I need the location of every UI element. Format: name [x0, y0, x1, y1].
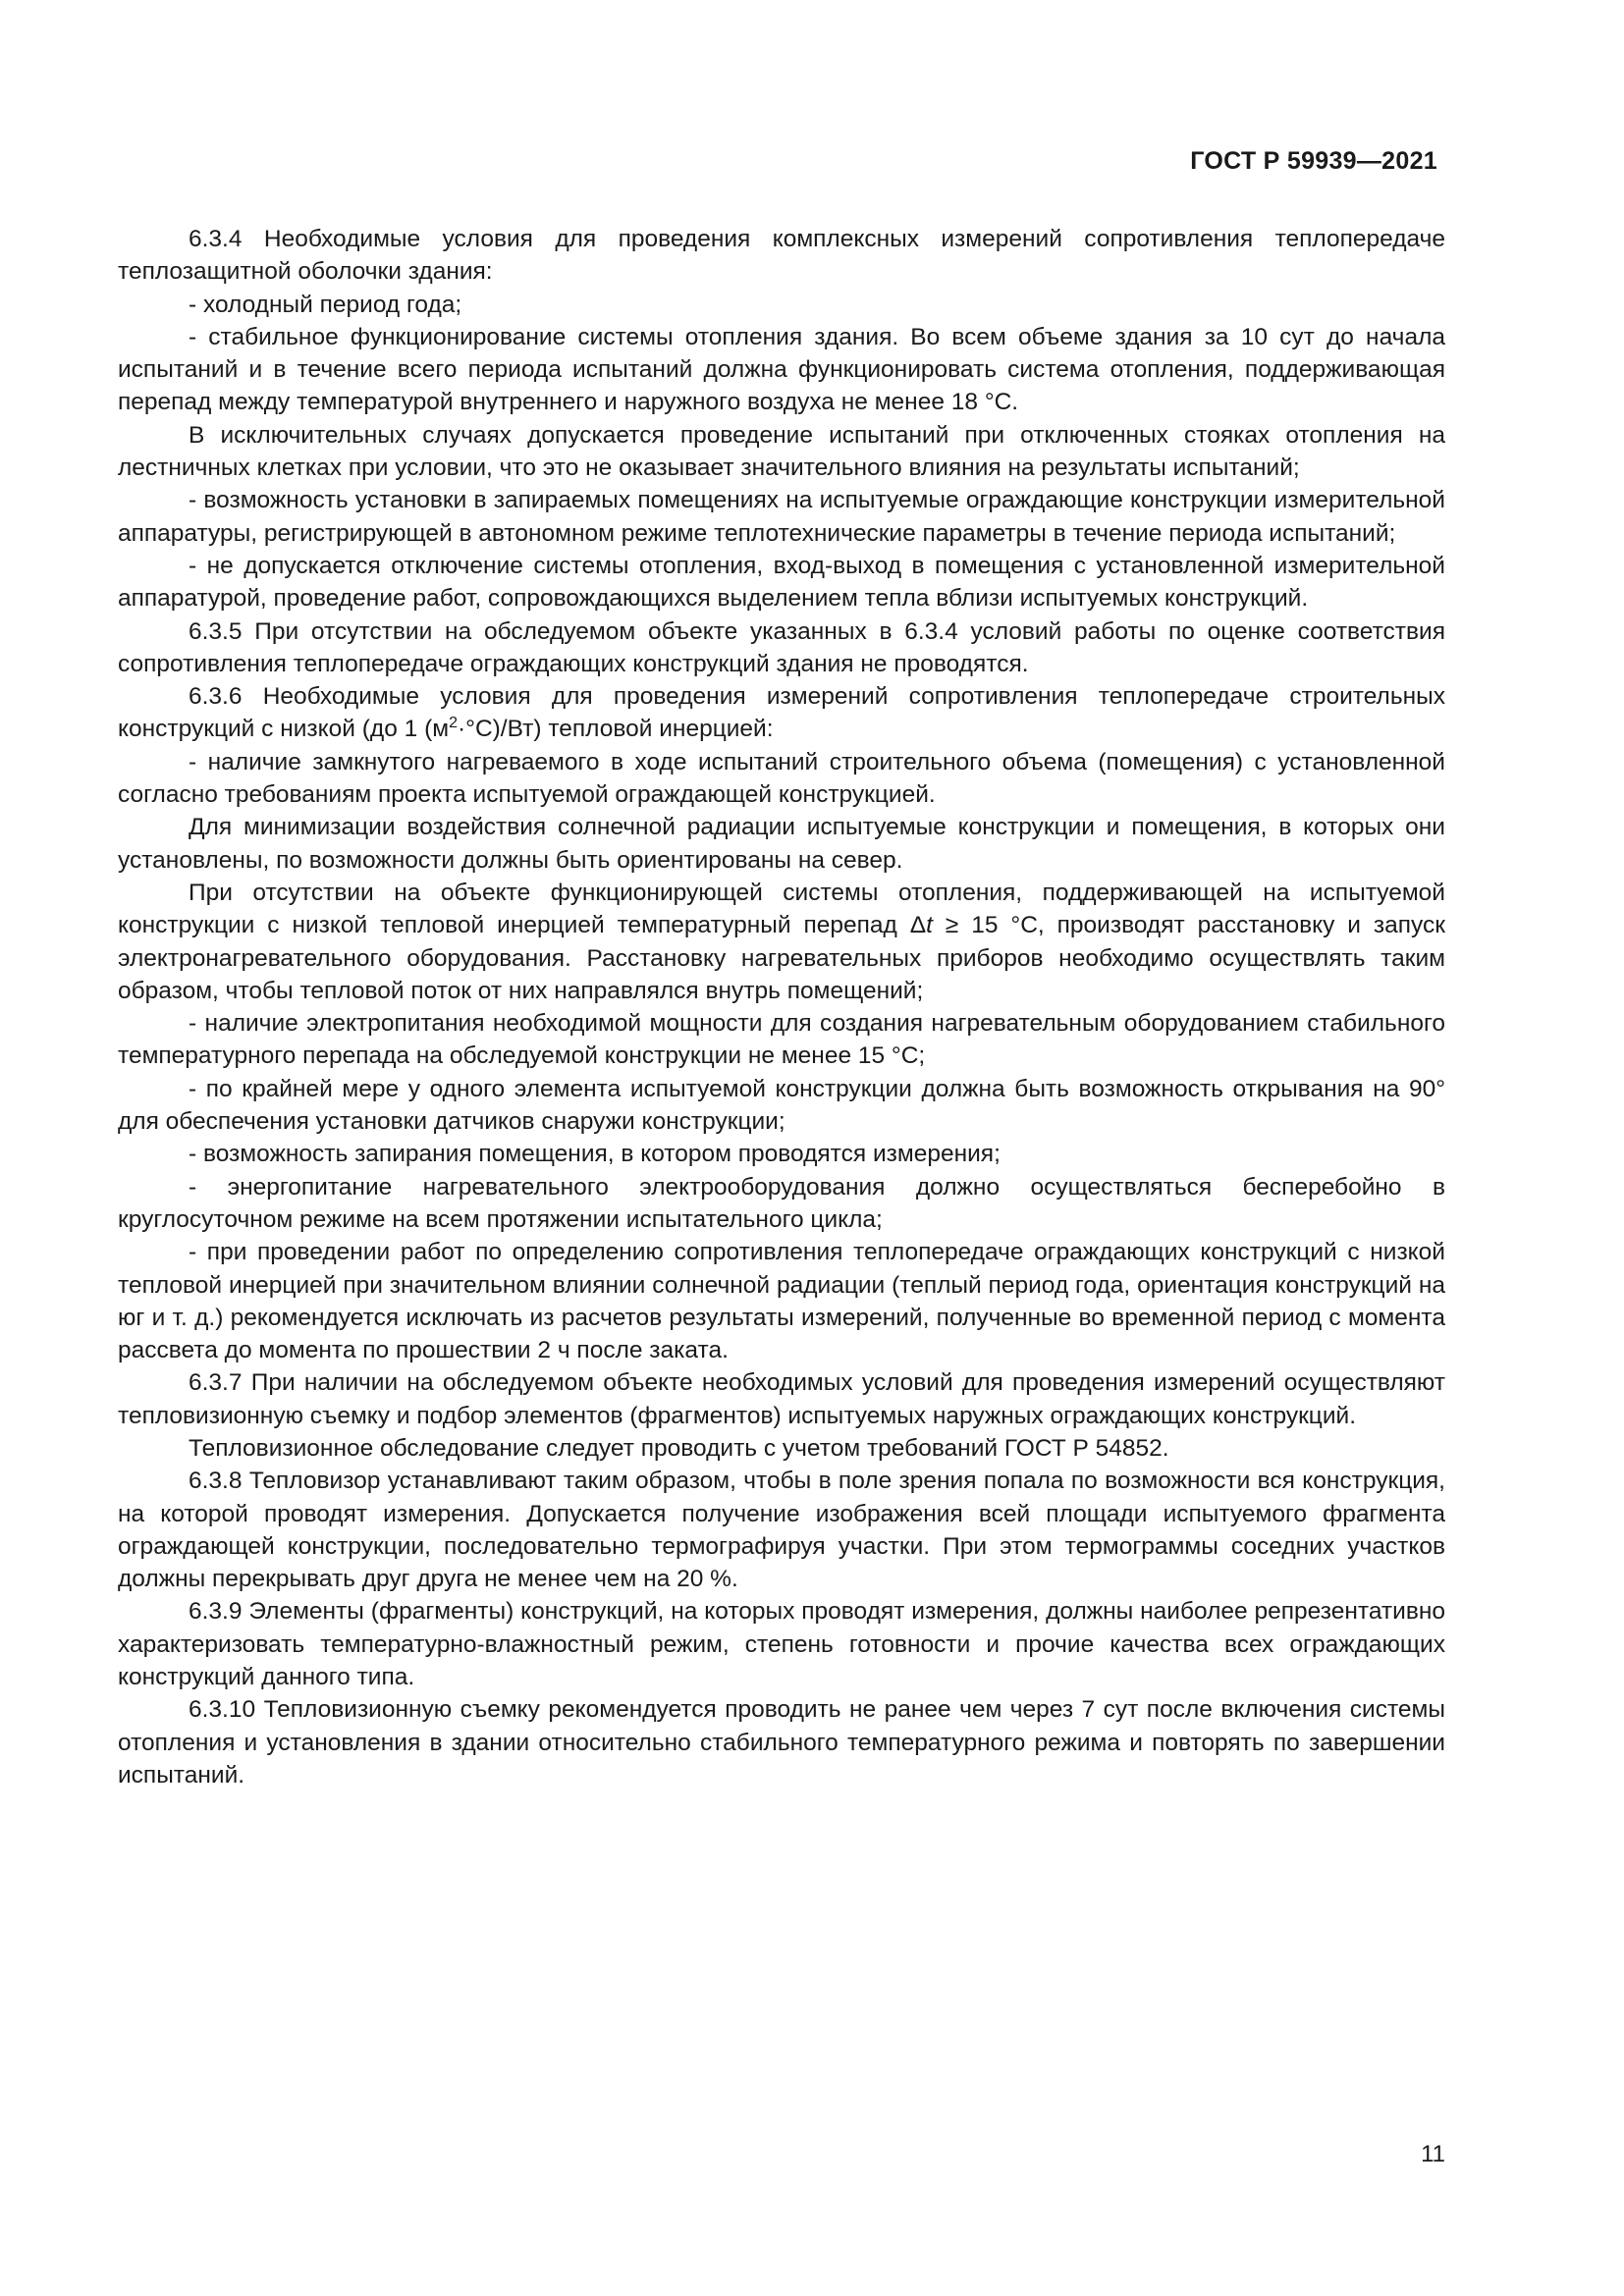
- clause-6-3-4-intro: 6.3.4 Необходимые условия для проведения комплексных измерений сопротивления теплопередаче теплозащитной оболочки здания:: [118, 226, 1445, 286]
- clause-6-3-4-item-restrictions: - не допускается отключение системы отопления, вход-выход в помещения с установленной измерительной аппаратурой, проведение работ, сопровождающихся выделением тепла вблизи испытуемых конструкций.: [118, 552, 1445, 613]
- clause-6-3-6-item-solar-exclusion: - при проведении работ по определению сопротивления теплопередаче ограждающих конструкций с низкой тепловой инерцией при значительном влиянии солнечной радиации (теплый период года, ориентация конструкций на юг и т. д.) рекомендуется исключать из расчетов результаты измерений, полученные во временной период с момента рассвета до момента по прошествии 2 ч после заката.: [118, 1239, 1445, 1364]
- clause-6-3-9: 6.3.9 Элементы (фрагменты) конструкций, на которых проводят измерения, должны наиболее репрезентативно характеризовать температурно-влажностный режим, степень готовности и прочие качества всех ограждающих конструкций данного типа.: [118, 1598, 1445, 1691]
- clause-6-3-4-item-heating: - стабильное функционирование системы отопления здания. Во всем объеме здания за 10 сут до начала испытаний и в течение всего периода испытаний должна функционировать система отопления, поддерживающая перепад между температурой внутреннего и наружного воздуха не менее 18 °С.: [118, 323, 1445, 416]
- clause-6-3-6-heating-text-rest: ≥ 15 °С, производят расстановку и запуск электронагревательного оборудования. Расстановку нагревательных приборов необходимо осуществлять таким образом, чтобы тепловой поток от них направлялся внутрь помещений;: [118, 912, 1445, 1004]
- document-body: [118, 223, 1445, 1791]
- clause-6-3-7-note: Тепловизионное обследование следует проводить с учетом требований ГОСТ Р 54852.: [189, 1434, 1169, 1462]
- clause-6-3-4-item-equipment: - возможность установки в запираемых помещениях на испытуемые ограждающие конструкции измерительной аппаратуры, регистрирующей в автономном режиме теплотехнические параметры в течение периода испытаний;: [118, 487, 1445, 547]
- clause-6-3-4-item-cold-period: - холодный период года;: [189, 291, 462, 318]
- clause-6-3-6-item-power: - наличие электропитания необходимой мощности для создания нагревательным оборудованием стабильного температурного перепада на обследуемой конструкции не менее 15 °С;: [118, 1010, 1445, 1070]
- page-number: 11: [1421, 2141, 1445, 2167]
- clause-6-3-6-item-opening: - по крайней мере у одного элемента испытуемой конструкции должна быть возможность открывания на 90° для обеспечения установки датчиков снаружи конструкции;: [118, 1075, 1445, 1136]
- clause-6-3-10: 6.3.10 Тепловизионную съемку рекомендуется проводить не ранее чем через 7 сут после включения системы отопления и установления в здании относительно стабильного температурного режима и повторять по завершении испытаний.: [118, 1696, 1445, 1789]
- clause-6-3-6-intro-text: 6.3.6 Необходимые условия для проведения измерений сопротивления теплопередаче строительных конструкций с низкой (до 1 (м: [118, 683, 1445, 743]
- clause-6-3-6-intro: [118, 680, 1445, 746]
- clause-6-3-8: 6.3.8 Тепловизор устанавливают таким образом, чтобы в поле зрения попала по возможности вся конструкция, на которой проводят измерения. Допускается получение изображения всей площади испытуемого фрагмента ограждающей конструкции, последовательно термографируя участки. При этом термограммы соседних участков должны перекрывать друг друга не менее чем на 20 %.: [118, 1468, 1445, 1593]
- clause-6-3-6-item-closed-volume: - наличие замкнутого нагреваемого в ходе испытаний строительного объема (помещения) с установленной согласно требованиям проекта испытуемой ограждающей конструкцией.: [118, 748, 1445, 809]
- document-code-header: ГОСТ Р 59939—2021: [1190, 147, 1437, 175]
- delta-t-variable: t: [926, 912, 933, 939]
- clause-6-3-6-heating-setup: [118, 877, 1445, 1007]
- clause-6-3-5: 6.3.5 При отсутствии на обследуемом объекте указанных в 6.3.4 условий работы по оценке соответствия сопротивления теплопередаче ограждающих конструкций здания не проводятся.: [118, 617, 1445, 677]
- clause-6-3-6-intro-unit: ·°С)/Вт) тепловой инерцией:: [458, 716, 774, 743]
- clause-6-3-4-exception: В исключительных случаях допускается проведение испытаний при отключенных стояках отопления на лестничных клетках при условии, что это не оказывает значительного влияния на результаты испытаний;: [118, 421, 1445, 482]
- superscript-exponent: 2: [449, 715, 458, 732]
- clause-6-3-7: 6.3.7 При наличии на обследуемом объекте необходимых условий для проведения измерений осуществляют тепловизионную съемку и подбор элементов (фрагментов) испытуемых наружных ограждающих конструкций.: [118, 1369, 1445, 1429]
- clause-6-3-6-item-locking: - возможность запирания помещения, в котором проводятся измерения;: [189, 1141, 1001, 1168]
- clause-6-3-6-solar-orientation: Для минимизации воздействия солнечной радиации испытуемые конструкции и помещения, в которых они установлены, по возможности должны быть ориентированы на север.: [118, 814, 1445, 874]
- clause-6-3-6-item-uninterrupted: - энергопитание нагревательного электрооборудования должно осуществляться бесперебойно в круглосуточном режиме на всем протяжении испытательного цикла;: [118, 1173, 1445, 1233]
- clause-6-3-6-heating-text: При отсутствии на объекте функционирующей системы отопления, поддерживающей на испытуемой конструкции с низкой тепловой инерцией температурный перепад Δ: [118, 879, 1445, 939]
